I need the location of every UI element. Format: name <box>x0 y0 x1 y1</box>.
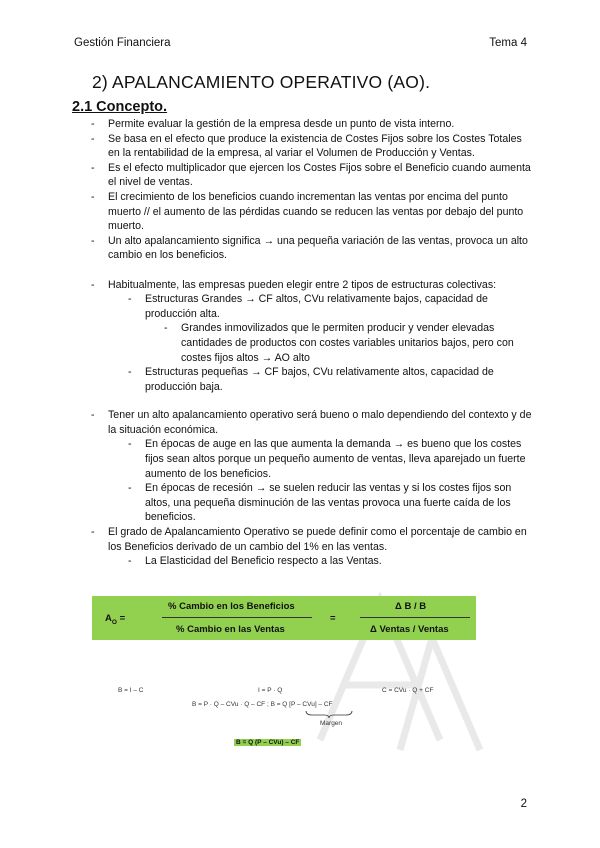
equation-profit: B = I – C <box>118 687 144 694</box>
list-item: - Se basa en el efecto que produce la existencia de Costes Fijos sobre los Costes Totales en la rentabilidad de la empresa, al variar el Volumen de Producción y Ventas. <box>91 132 522 160</box>
formula-equals: = <box>330 613 336 624</box>
equation-income: I = P · Q <box>258 687 283 694</box>
section-title: 2) APALANCAMIENTO OPERATIVO (AO). <box>92 72 431 92</box>
header-subject: Gestión Financiera <box>74 37 171 49</box>
page-number: 2 <box>520 798 527 810</box>
list-item: - Es el efecto multiplicador que ejercen los Costes Fijos sobre el Beneficio cuando aumenta el nivel de ventas. <box>91 161 531 189</box>
operating-leverage-formula <box>92 596 476 640</box>
margin-label: Margen <box>320 720 343 727</box>
profit-derivation-diagram <box>0 678 600 768</box>
equation-expanded: B = P · Q – CVu · Q – CF ; B = Q [P – CVu] – CF <box>192 701 333 708</box>
list-item: - En épocas de auge en las que aumenta la demanda → es bueno que los costes fijos sean altos porque un pequeño aumento de ventas, lleva aparejado un fuerte aumento de los beneficios. <box>128 438 526 480</box>
list-item: - El crecimiento de los beneficios cuando incrementan las ventas por encima del punto muerto // el aumento de las pérdidas cuando se reducen las ventas por debajo del punto muerto. <box>91 190 524 233</box>
list-item: - Un alto apalancamiento significa → una pequeña variación de las ventas, provoca un alto cambio en los beneficios. <box>91 234 528 262</box>
fraction-line-1 <box>162 617 312 618</box>
equation-result: B = Q (P – CVu) – CF <box>236 739 300 746</box>
list-item: - Habitualmente, las empresas pueden elegir entre 2 tipos de estructuras colectivas: <box>91 278 497 291</box>
list-item: - Grandes inmovilizados que le permiten producir y vender elevadas cantidades de productos con costes variables unitarios bajos, pero con costes fijos altos → AO alto <box>164 322 514 364</box>
header-topic: Tema 4 <box>489 37 527 49</box>
list-item: - Permite evaluar la gestión de la empresa desde un punto de vista interno. <box>91 118 455 130</box>
list-item: - Tener un alto apalancamiento operativo será bueno o malo dependiendo del contexto y de la situación económica. <box>91 409 532 436</box>
list-item: - Estructuras Grandes → CF altos, CVu relativamente bajos, capacidad de producción alta. <box>128 293 488 320</box>
margin-brace <box>304 709 354 719</box>
formula-numerator-1: % Cambio en los Beneficios <box>168 601 295 612</box>
equation-cost: C = CVu · Q + CF <box>382 687 434 694</box>
bullet-list <box>0 117 600 569</box>
formula-lhs: $A_O$ = <box>105 613 126 626</box>
formula-numerator-2: Δ B / B <box>395 601 427 612</box>
formula-denominator-2: Δ Ventas / Ventas <box>370 624 449 635</box>
formula-denominator-1: % Cambio en las Ventas <box>176 624 285 635</box>
list-item: - Estructuras pequeñas → CF bajos, CVu relativamente altos, capacidad de producción baja. <box>128 366 494 393</box>
fraction-line-2 <box>360 617 470 618</box>
list-item: - En épocas de recesión → se suelen reducir las ventas y si los costes fijos son altos, una pequeña disminución de las ventas provoca una fuerte caída de los beneficios. <box>128 482 512 524</box>
subsection-title: 2.1 Concepto. <box>72 99 168 115</box>
list-item: - El grado de Apalancamiento Operativo se puede definir como el porcentaje de cambio en los Beneficios derivado de un cambio del 1% en las ventas. <box>91 526 527 553</box>
list-item: - La Elasticidad del Beneficio respecto a las Ventas. <box>128 555 382 568</box>
